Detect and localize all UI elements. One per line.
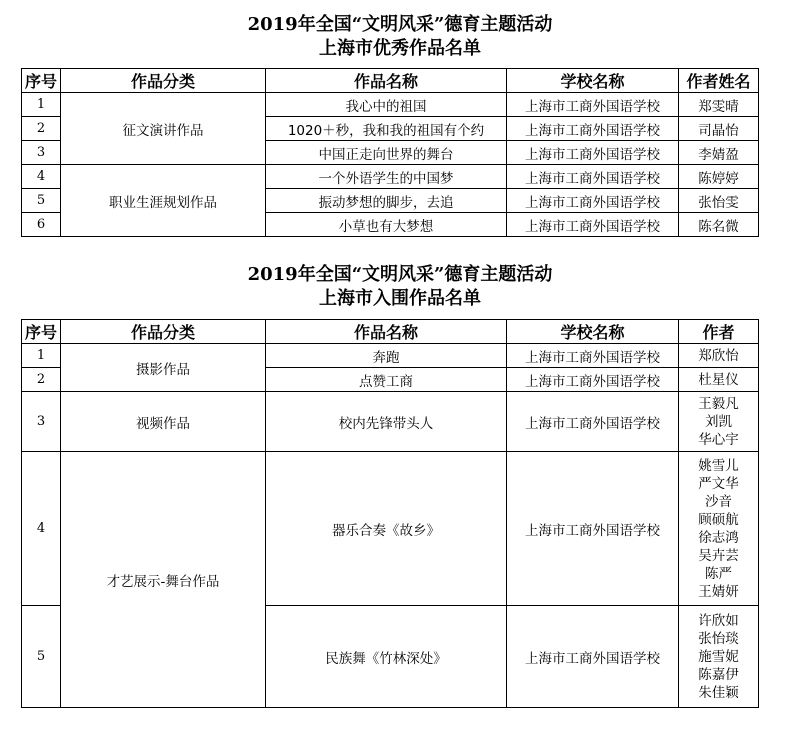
shortlisted-works-table — [21, 319, 759, 708]
author-name: 张怡琰 — [698, 630, 739, 647]
header-work: 作品名称 — [266, 69, 507, 93]
work-title: 振动梦想的脚步，去追 — [266, 189, 507, 213]
row-no: 5 — [22, 189, 61, 213]
row-no: 1 — [22, 344, 61, 368]
work-title: 一个外语学生的中国梦 — [266, 165, 507, 189]
table2-title-line1: 2019年全国“文明风采”德育主题活动 — [247, 264, 553, 285]
author-name: 施雪妮 — [698, 648, 739, 665]
category-cell: 职业生涯规划作品 — [61, 165, 266, 237]
work-title: 点赞工商 — [266, 368, 507, 392]
row-no: 2 — [22, 368, 61, 392]
author-name: 姚雪儿 — [698, 457, 739, 474]
table-row — [22, 93, 759, 117]
category-cell: 才艺展示-舞台作品 — [61, 452, 266, 708]
author-name: 陈嘉伊 — [698, 666, 739, 683]
table-row — [22, 452, 759, 606]
header-category: 作品分类 — [61, 69, 266, 93]
school-name: 上海市工商外国语学校 — [507, 189, 679, 213]
author-name: 张怡雯 — [679, 189, 759, 213]
school-name: 上海市工商外国语学校 — [507, 606, 679, 708]
header-author: 作者姓名 — [679, 69, 759, 93]
school-name: 上海市工商外国语学校 — [507, 452, 679, 606]
author-name: 朱佳颖 — [698, 684, 739, 701]
author-names — [679, 392, 759, 452]
author-name: 华心宇 — [698, 431, 739, 448]
school-name: 上海市工商外国语学校 — [507, 344, 679, 368]
table-row — [22, 344, 759, 368]
header-school: 学校名称 — [507, 69, 679, 93]
table-row — [22, 392, 759, 452]
author-name: 陈名微 — [679, 213, 759, 237]
category-cell: 摄影作品 — [61, 344, 266, 392]
work-title: 小草也有大梦想 — [266, 213, 507, 237]
school-name: 上海市工商外国语学校 — [507, 165, 679, 189]
work-title: 校内先锋带头人 — [266, 392, 507, 452]
school-name: 上海市工商外国语学校 — [507, 392, 679, 452]
school-name: 上海市工商外国语学校 — [507, 368, 679, 392]
author-name: 刘凯 — [705, 413, 732, 430]
school-name: 上海市工商外国语学校 — [507, 117, 679, 141]
author-names — [679, 606, 759, 708]
table1-title-line1: 2019年全国“文明风采”德育主题活动 — [247, 14, 553, 35]
author-name: 严文华 — [698, 475, 739, 492]
author-name: 陈婷婷 — [679, 165, 759, 189]
row-no: 6 — [22, 213, 61, 237]
row-no: 1 — [22, 93, 61, 117]
author-name: 王婧妍 — [698, 583, 739, 600]
header-category: 作品分类 — [61, 320, 266, 344]
work-title: 民族舞《竹林深处》 — [266, 606, 507, 708]
category-cell: 征文演讲作品 — [61, 93, 266, 165]
work-title: 奔跑 — [266, 344, 507, 368]
row-no: 5 — [22, 606, 61, 708]
table-header-row — [22, 69, 759, 93]
header-author: 作者 — [679, 320, 759, 344]
table1-title-line2: 上海市优秀作品名单 — [319, 38, 481, 59]
category-cell: 视频作品 — [61, 392, 266, 452]
work-title: 中国正走向世界的舞台 — [266, 141, 507, 165]
table-row — [22, 165, 759, 189]
work-title: 我心中的祖国 — [266, 93, 507, 117]
author-names — [679, 452, 759, 606]
row-no: 2 — [22, 117, 61, 141]
work-title: 1020＋秒，我和我的祖国有个约 — [266, 117, 507, 141]
school-name: 上海市工商外国语学校 — [507, 93, 679, 117]
school-name: 上海市工商外国语学校 — [507, 213, 679, 237]
school-name: 上海市工商外国语学校 — [507, 141, 679, 165]
author-names — [679, 344, 759, 368]
header-no: 序号 — [22, 320, 61, 344]
author-names — [679, 368, 759, 392]
work-title: 器乐合奏《故乡》 — [266, 452, 507, 606]
header-school: 学校名称 — [507, 320, 679, 344]
author-name: 郑雯晴 — [679, 93, 759, 117]
row-no: 4 — [22, 165, 61, 189]
author-name: 许欣如 — [698, 612, 739, 629]
author-name: 陈严 — [705, 565, 732, 582]
author-name: 李婧盈 — [679, 141, 759, 165]
author-name: 郑欣怡 — [698, 347, 739, 364]
excellent-works-table — [21, 68, 759, 237]
author-name: 吴卉芸 — [698, 547, 739, 564]
header-work: 作品名称 — [266, 320, 507, 344]
row-no: 4 — [22, 452, 61, 606]
header-no: 序号 — [22, 69, 61, 93]
row-no: 3 — [22, 392, 61, 452]
table-header-row — [22, 320, 759, 344]
author-name: 沙音 — [705, 493, 732, 510]
author-name: 徐志鸿 — [698, 529, 739, 546]
author-name: 杜星仪 — [698, 371, 739, 388]
row-no: 3 — [22, 141, 61, 165]
author-name: 司晶怡 — [679, 117, 759, 141]
author-name: 王毅凡 — [698, 395, 739, 412]
author-name: 顾硕航 — [698, 511, 739, 528]
table2-title-line2: 上海市入围作品名单 — [319, 288, 481, 309]
